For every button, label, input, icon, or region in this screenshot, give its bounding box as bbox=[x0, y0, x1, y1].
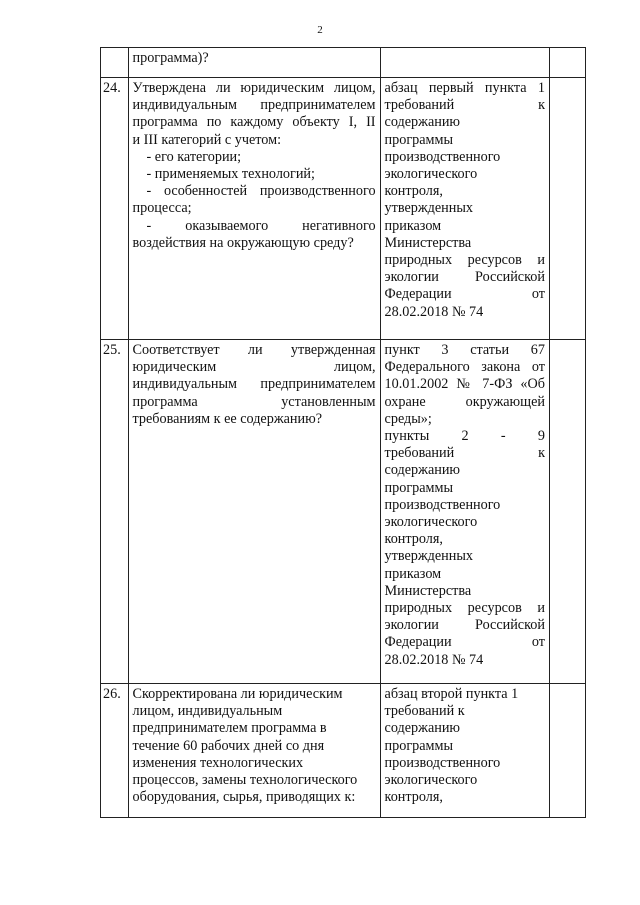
question-cell bbox=[128, 684, 380, 818]
checklist-table bbox=[100, 47, 586, 818]
reference-line: требований к bbox=[384, 445, 545, 462]
question-line: течение 60 рабочих дней со дня bbox=[132, 737, 325, 754]
reference-line: контроля, bbox=[384, 183, 443, 200]
question-line: Утверждена ли юридическим лицом, bbox=[132, 80, 376, 96]
question-cell bbox=[128, 340, 380, 684]
question-line: лицом, индивидуальным bbox=[132, 703, 283, 720]
question-line: предпринимателем программа в bbox=[132, 720, 327, 737]
reference-line: природных ресурсов и bbox=[384, 252, 545, 269]
reference-line: содержанию bbox=[384, 462, 461, 479]
question-line: - особенностей производственного bbox=[146, 183, 376, 200]
reference-line: Федерального закона от bbox=[384, 359, 545, 376]
reference-line: программы bbox=[384, 131, 454, 148]
reference-line: Федерации от bbox=[384, 286, 545, 303]
answer-cell[interactable] bbox=[549, 48, 585, 78]
question-line: требованиям к ее содержанию? bbox=[132, 410, 323, 427]
reference-line: экологического bbox=[384, 514, 478, 531]
row-number: 26. bbox=[101, 684, 129, 818]
question-cell bbox=[128, 48, 380, 78]
answer-cell[interactable] bbox=[549, 78, 585, 340]
question-line: Соответствует ли утвержденная bbox=[132, 342, 376, 358]
answer-cell[interactable] bbox=[549, 340, 585, 684]
reference-line: экологического bbox=[384, 772, 478, 789]
question-line: процесса; bbox=[132, 200, 192, 217]
question-line: программа установленным bbox=[132, 393, 376, 410]
row-number: 24. bbox=[101, 78, 129, 340]
reference-line: программы bbox=[384, 737, 454, 754]
question-line: процессов, замены технологического bbox=[132, 772, 358, 789]
table-row bbox=[101, 48, 586, 78]
reference-line: экологии Российской bbox=[384, 617, 545, 634]
reference-line: содержанию bbox=[384, 114, 461, 131]
question-line: воздействия на окружающую среду? bbox=[132, 234, 354, 251]
reference-line: абзац первый пункта 1 bbox=[384, 80, 545, 96]
reference-line: экологии Российской bbox=[384, 269, 545, 286]
question-line: Скорректирована ли юридическим bbox=[132, 686, 343, 702]
reference-line: природных ресурсов и bbox=[384, 600, 545, 617]
question-line: программа)? bbox=[132, 50, 209, 66]
reference-line: контроля, bbox=[384, 531, 443, 548]
reference-cell bbox=[380, 340, 549, 684]
question-line: и III категорий с учетом: bbox=[132, 131, 282, 148]
table-row bbox=[101, 684, 586, 818]
reference-line: приказом bbox=[384, 565, 442, 582]
question-line: программа по каждому объекту I, II bbox=[132, 114, 376, 131]
reference-line: содержанию bbox=[384, 720, 461, 737]
question-line: оборудования, сырья, приводящих к: bbox=[132, 789, 356, 806]
page-number: 2 bbox=[317, 24, 323, 36]
reference-line: абзац второй пункта 1 bbox=[384, 686, 519, 702]
reference-line: Федерации от bbox=[384, 634, 545, 651]
reference-cell bbox=[380, 48, 549, 78]
reference-line: 10.01.2002 № 7-ФЗ «Об bbox=[384, 376, 545, 393]
reference-line: производственного bbox=[384, 754, 501, 771]
table-row bbox=[101, 78, 586, 340]
reference-line: 28.02.2018 № 74 bbox=[384, 651, 484, 668]
reference-line: 28.02.2018 № 74 bbox=[384, 303, 484, 320]
question-line: индивидуальным предпринимателем bbox=[132, 376, 376, 393]
reference-line: программы bbox=[384, 479, 454, 496]
answer-cell[interactable] bbox=[549, 684, 585, 818]
reference-line: пункты 2 - 9 bbox=[384, 428, 545, 445]
reference-line: требований к bbox=[384, 97, 545, 114]
reference-line: контроля, bbox=[384, 789, 443, 806]
reference-line: пункт 3 статьи 67 bbox=[384, 342, 545, 358]
question-line: - его категории; bbox=[146, 148, 242, 165]
reference-cell bbox=[380, 684, 549, 818]
row-number bbox=[101, 48, 129, 78]
question-line: - применяемых технологий; bbox=[146, 166, 315, 183]
reference-line: утвержденных bbox=[384, 200, 473, 217]
reference-line: Министерства bbox=[384, 582, 472, 599]
question-cell bbox=[128, 78, 380, 340]
reference-line: среды»; bbox=[384, 410, 432, 427]
question-line: индивидуальным предпринимателем bbox=[132, 97, 376, 114]
question-line: - оказываемого негативного bbox=[146, 217, 376, 234]
table-row bbox=[101, 340, 586, 684]
reference-line: производственного bbox=[384, 148, 501, 165]
reference-line: требований к bbox=[384, 703, 465, 720]
reference-line: Министерства bbox=[384, 234, 472, 251]
reference-line: экологического bbox=[384, 166, 478, 183]
reference-line: утвержденных bbox=[384, 548, 473, 565]
reference-cell bbox=[380, 78, 549, 340]
row-number: 25. bbox=[101, 340, 129, 684]
reference-line: охране окружающей bbox=[384, 393, 545, 410]
reference-line: приказом bbox=[384, 217, 442, 234]
question-line: юридическим лицом, bbox=[132, 359, 376, 376]
reference-line: производственного bbox=[384, 496, 501, 513]
question-line: изменения технологических bbox=[132, 754, 304, 771]
